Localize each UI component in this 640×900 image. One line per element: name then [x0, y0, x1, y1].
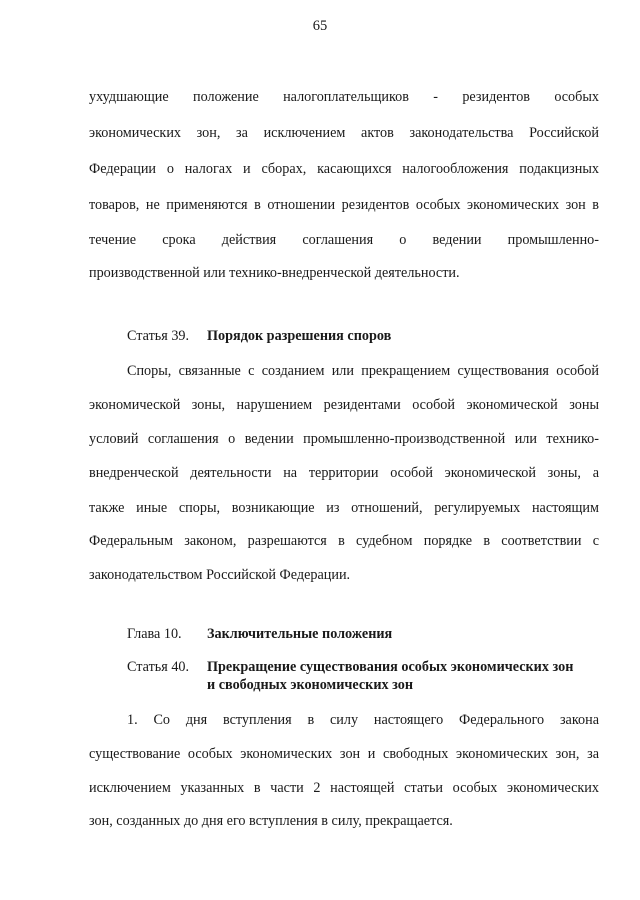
text-line: Споры, связанные с созданием или прекращением существования особой	[127, 363, 599, 379]
text-line: ухудшающие положение налогоплательщиков - резидентов особых	[89, 89, 599, 105]
text-line: 1. Со дня вступления в силу настоящего Федерального закона	[127, 712, 599, 728]
text-line: течение срока действия соглашения о ведении промышленно-	[89, 232, 599, 248]
text-line: экономической зоны, нарушением резидентами особой экономической зоны	[89, 397, 599, 413]
text-line: исключением указанных в части 2 настоящей статьи особых экономических	[89, 780, 599, 796]
text-line: Федеральным законом, разрешаются в судебном порядке в соответствии с	[89, 533, 599, 549]
article-title-line: Прекращение существования особых экономических зон	[207, 659, 574, 675]
text-line: внедренческой деятельности на территории особой экономической зоны, а	[89, 465, 599, 481]
text-line: Федерации о налогах и сборах, касающихся налогообложения подакцизных	[89, 161, 599, 177]
text-line: экономических зон, за исключением актов законодательства Российской	[89, 125, 599, 141]
article-label: Статья 40.	[127, 659, 190, 675]
text-line: условий соглашения о ведении промышленно-производственной или технико-	[89, 431, 599, 447]
article-title-line: и свободных экономических зон	[207, 677, 414, 693]
page-number: 65	[312, 18, 328, 34]
article-label: Статья 39.	[127, 328, 190, 344]
chapter-title: Заключительные положения	[207, 626, 393, 642]
article-title: Порядок разрешения споров	[207, 328, 392, 344]
text-line: также иные споры, возникающие из отношений, регулируемых настоящим	[89, 500, 599, 516]
text-line: законодательством Российской Федерации.	[89, 567, 351, 583]
text-line: существование особых экономических зон и свободных экономических зон, за	[89, 746, 599, 762]
chapter-label: Глава 10.	[127, 626, 182, 642]
text-line: зон, созданных до дня его вступления в силу, прекращается.	[89, 813, 453, 829]
text-line: товаров, не применяются в отношении резидентов особых экономических зон в	[89, 197, 599, 213]
text-line: производственной или технико-внедренческой деятельности.	[89, 265, 460, 281]
